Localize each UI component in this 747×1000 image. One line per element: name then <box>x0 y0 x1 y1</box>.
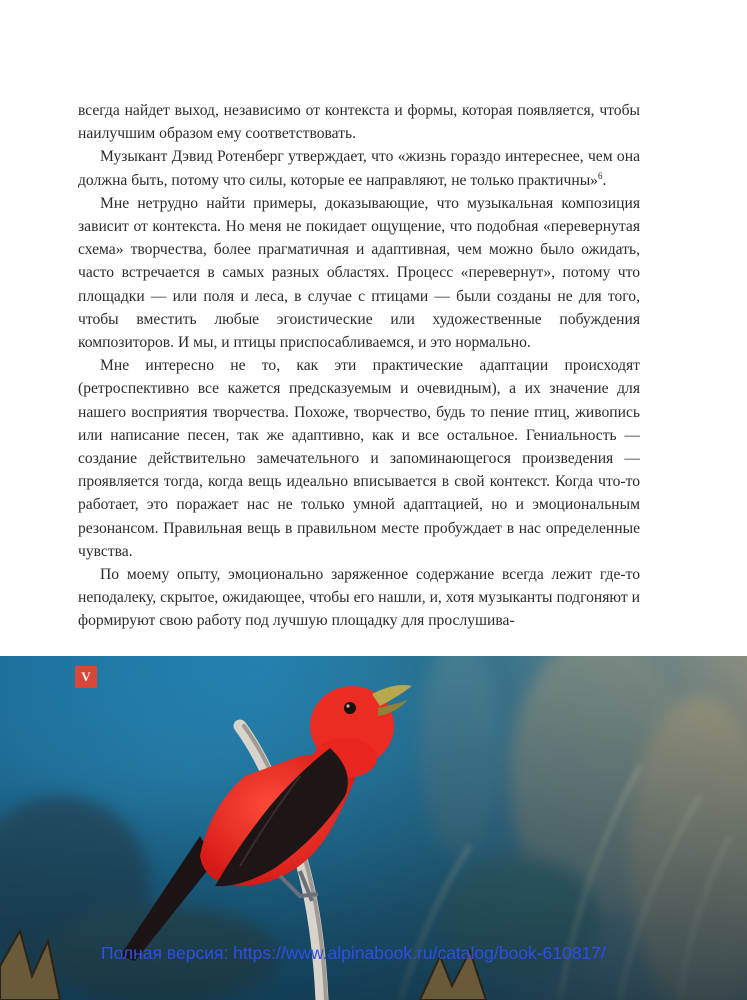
paragraph-3: Мне нетрудно найти примеры, доказывающие, что музыкальная композиция зависит от контекста. Но меня не покидает ощущение, что подобная «перевернутая схема» творчества, более прагматичная и адаптивная, чем можно было ожидать, часто встречается в самых разных областях. Процесс «перевернут», потому что площадки — или поля и леса, в случае с птицами — были созданы не для того, чтобы вместить любые эгоистические или художественные побуждения композиторов. И мы, и птицы приспосабливаемся, и это нормально. <box>78 194 640 352</box>
paragraph-5: По моему опыту, эмоционально заряженное содержание всегда лежит где-то неподалеку, скрытое, ожидающее, чтобы его нашли, и, хотя музыканты подгоняют и формируют свою работу под лучшую площадку для прослушива- <box>78 566 640 630</box>
paragraph-1: всегда найдет выход, независимо от контекста и формы, которая появляется, чтобы наилучшим образом ему соответствовать. <box>78 102 640 143</box>
section-badge: V <box>75 666 97 688</box>
paragraph-2-text: Музыкант Дэвид Ротенберг утверждает, что «жизнь гораздо интереснее, чем она должна быть, потому что силы, которые ее направляют, не только практичны» <box>78 148 640 189</box>
full-version-link[interactable]: Полная версия: https://www.alpinabook.ru/catalog/book-610817/ <box>101 943 606 963</box>
paragraph-4: Мне интересно не то, как эти практические адаптации происходят (ретроспективно все кажется предсказуемым и очевидным), а их значение для нашего восприятия творчества. Похоже, творчество, будь то пение птиц, живопись или написание песен, так же адаптивно, как и все остальное. Гениальность — создание действительно замечательного и запоминающегося произведения — проявляется тогда, когда вещь идеально вписывается в свой контекст. Когда что-то работает, это поражает нас не только умной адаптацией, но и эмоциональным резонансом. Правильная вещь в правильном месте пробуждает в нас определенные чувства. <box>78 357 640 560</box>
paragraph-2-end: . <box>602 171 607 189</box>
paragraph-2 <box>78 145 640 191</box>
body-text <box>78 99 640 633</box>
footnote-marker: 6 <box>597 170 603 181</box>
